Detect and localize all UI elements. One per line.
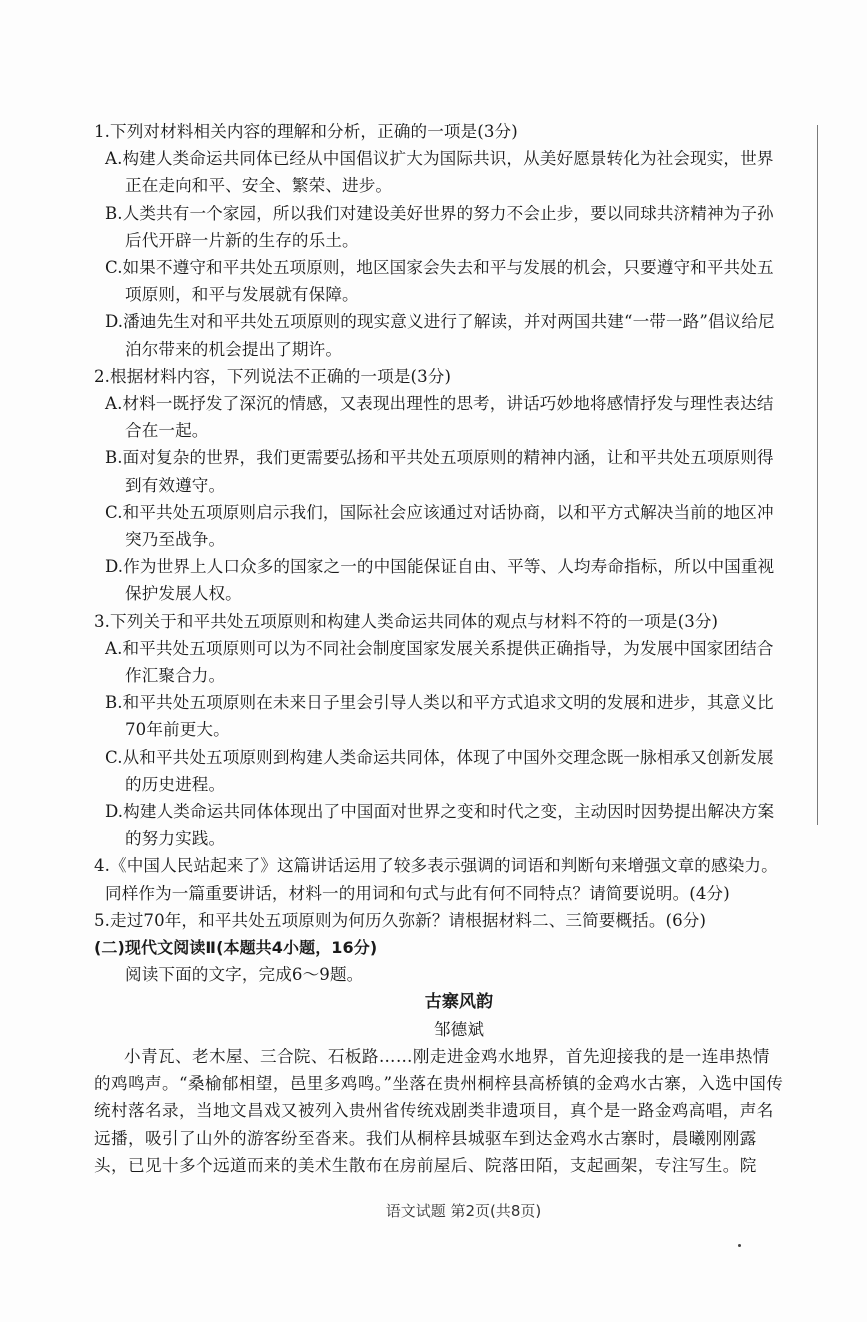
question-3-stem: 3.下列关于和平共处五项原则和构建人类命运共同体的观点与材料不符的一项是(3分) <box>94 611 719 631</box>
question-3-option-c: C.从和平共处五项原则到构建人类命运共同体，体现了中国外交理念既一脉相承又创新发展的历史进程。 <box>105 747 774 794</box>
question-2-option-c: C.和平共处五项原则启示我们，国际社会应该通过对话协商，以和平方式解决当前的地区冲突乃至战争。 <box>105 502 774 550</box>
question-1-option-a: A.构建人类命运共同体已经从中国倡议扩大为国际共识，从美好愿景转化为社会现实，世界正在走向和平、安全、繁荣、进步。 <box>105 149 774 196</box>
passage-paragraph: 小青瓦、老木屋、三合院、石板路……刚走进金鸡水地界，首先迎接我的是一连串热情的鸡鸣声。“桑榆郁相望，邑里多鸡鸣。”坐落在贵州桐梓县高桥镇的金鸡水古寨，入选中国传统村落名录，当地文昌戏又被列入贵州省传统戏剧类非遗项目，真个是一路金鸡高唱，声名远播，吸引了山外的游客纷至沓来。我们从桐梓县城驱车到达金鸡水古寨时，晨曦刚刚露头，已见十多个远道而来的美术生散布在房前屋后、院落田陌，支起画架，专注写生。院 <box>94 1046 784 1175</box>
question-1-stem: 1.下列对材料相关内容的理解和分析，正确的一项是(3分) <box>94 122 518 141</box>
passage-title: 古寨风韵 <box>424 991 494 1012</box>
page-content <box>94 118 784 1179</box>
section-heading: (二)现代文阅读Ⅱ(本题共4小题，16分) <box>94 938 378 958</box>
margin-divider <box>817 125 818 825</box>
question-2-option-a: A.材料一既抒发了深沉的情感，又表现出理性的思考，讲话巧妙地将感情抒发与理性表达结合在一起。 <box>105 394 774 441</box>
question-5: 5.走过70年，和平共处五项原则为何历久弥新？请根据材料二、三简要概括。(6分) <box>94 910 707 930</box>
passage-author: 邹德斌 <box>433 1019 485 1039</box>
question-1-option-d: D.潘迪先生对和平共处五项原则的现实意义进行了解读，并对两国共建“一带一路”倡议给尼泊尔带来的机会提出了期许。 <box>105 312 775 359</box>
question-2-option-b: B.面对复杂的世界，我们更需要弘扬和平共处五项原则的精神内涵，让和平共处五项原则得到有效遵守。 <box>105 448 774 495</box>
question-3-option-b: B.和平共处五项原则在未来日子里会引导人类以和平方式追求文明的发展和进步，其意义比70年前更大。 <box>105 693 774 740</box>
question-3-option-a: A.和平共处五项原则可以为不同社会制度国家发展关系提供正确指导，为发展中国家团结合作汇聚合力。 <box>105 638 774 686</box>
question-1-option-b: B.人类共有一个家园，所以我们对建设美好世界的努力不会止步，要以同球共济精神为子孙后代开辟一片新的生存的乐土。 <box>105 203 774 250</box>
question-2-option-d: D.作为世界上人口众多的国家之一的中国能保证自由、平等、人均寿命指标，所以中国重视保护发展人权。 <box>105 557 775 604</box>
scan-mark <box>738 1244 741 1247</box>
question-3-option-d: D.构建人类命运共同体体现出了中国面对世界之变和时代之变，主动因时因势提出解决方案的努力实践。 <box>105 802 775 849</box>
question-4: 4.《中国人民站起来了》这篇讲话运用了较多表示强调的词语和判断句来增强文章的感染力。同样作为一篇重要讲话，材料一的用词和句式与此有何不同特点？请简要说明。(4分) <box>94 856 778 903</box>
question-1-option-c: C.如果不遵守和平共处五项原则，地区国家会失去和平与发展的机会，只要遵守和平共处五项原则，和平与发展就有保障。 <box>105 258 774 305</box>
page-footer: 语文试题 第2页(共8页) <box>385 1202 542 1220</box>
question-2-stem: 2.根据材料内容，下列说法不正确的一项是(3分) <box>94 366 452 386</box>
section-instruction: 阅读下面的文字，完成6～9题。 <box>125 965 364 985</box>
